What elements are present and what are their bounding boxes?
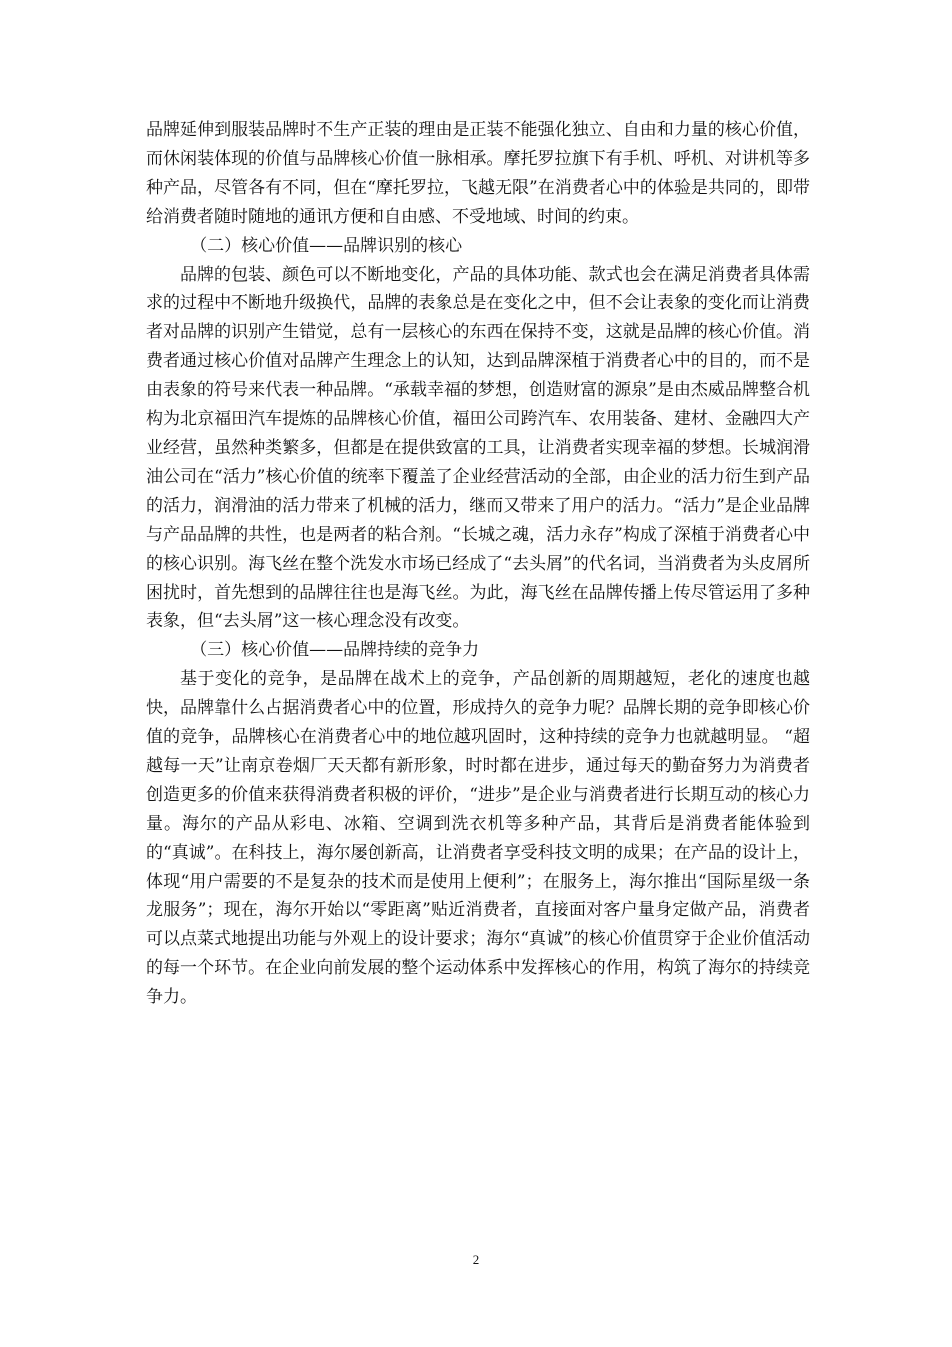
paragraph-continuation: 品牌延伸到服装品牌时不生产正装的理由是正装不能强化独立、自由和力量的核心价值，而休闲装体现的价值与品牌核心价值一脉相承。摩托罗拉旗下有手机、呼机、对讲机等多种产品，尽管各有不同，但在“摩托罗拉，飞越无限”在消费者心中的体验是共同的，即带给消费者随时随地的通讯方便和自由感、不受地域、时间的约束。 [146, 120, 810, 227]
section-heading-3: （三）核心价值——品牌持续的竞争力 [190, 640, 480, 661]
page-number: 2 [472, 1252, 480, 1267]
paragraph-competitiveness: 基于变化的竞争，是品牌在战术上的竞争，产品创新的周期越短，老化的速度也越快，品牌靠什么占据消费者心中的位置，形成持久的竞争力呢？品牌长期的竞争即核心价值的竞争，品牌核心在消费者心中的地位越巩固时，这种持续的竞争力也就越明显。 “超越每一天”让南京卷烟厂天天都有新形象，时时都在进步，通过每天的勤奋努力为消费者创造更多的价值来获得消费者积极的评价，“进步”是企业与消费者进行长期互动的核心力量。海尔的产品从彩电、冰箱、空调到洗衣机等多种产品，其背后是消费者能体验到的“真诚”。在科技上，海尔屡创新高，让消费者享受科技文明的成果；在产品的设计上，体现“用户需要的不是复杂的技术而是使用上便利”；在服务上，海尔推出“国际星级一条龙服务”；现在，海尔开始以“零距离”贴近消费者，直接面对客户量身定做产品，消费者可以点菜式地提出功能与外观上的设计要求；海尔“真诚”的核心价值贯穿于企业价值活动的每一个环节。在企业向前发展的整个运动体系中发挥核心的作用，构筑了海尔的持续竞争力。 [146, 669, 810, 1008]
body-text [146, 116, 810, 1012]
paragraph-brand-identity: 品牌的包装、颜色可以不断地变化，产品的具体功能、款式也会在满足消费者具体需求的过程中不断地升级换代，品牌的表象总是在变化之中，但不会让表象的变化而让消费者对品牌的识别产生错觉，总有一层核心的东西在保持不变，这就是品牌的核心价值。消费者通过核心价值对品牌产生理念上的认知，达到品牌深植于消费者心中的目的，而不是由表象的符号来代表一种品牌。“承载幸福的梦想，创造财富的源泉”是由杰威品牌整合机构为北京福田汽车提炼的品牌核心价值，福田公司跨汽车、农用装备、建材、金融四大产业经营，虽然种类繁多，但都是在提供致富的工具，让消费者实现幸福的梦想。长城润滑油公司在“活力”核心价值的统率下覆盖了企业经营活动的全部，由企业的活力衍生到产品的活力，润滑油的活力带来了机械的活力，继而又带来了用户的活力。“活力”是企业品牌与产品品牌的共性，也是两者的粘合剂。“长城之魂，活力永存”构成了深植于消费者心中的核心识别。海飞丝在整个洗发水市场已经成了“去头屑”的代名词，当消费者为头皮屑所困扰时，首先想到的品牌往往也是海飞丝。为此，海飞丝在品牌传播上传尽管运用了多种表象，但“去头屑”这一核心理念没有改变。 [146, 264, 810, 632]
section-heading-2: （二）核心价值——品牌识别的核心 [190, 235, 463, 256]
